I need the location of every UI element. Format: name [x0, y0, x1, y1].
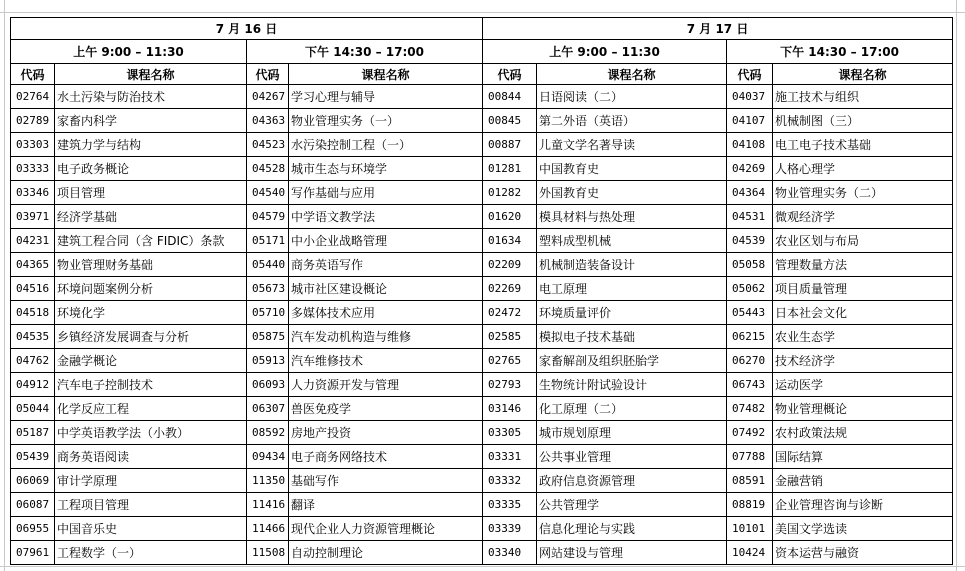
- course-name: 政府信息资源管理: [537, 469, 727, 493]
- course-name: 乡镇经济发展调查与分析: [55, 325, 247, 349]
- page-guide-bottom: [0, 566, 965, 567]
- course-code: 08591: [727, 469, 773, 493]
- course-code: 05171: [247, 229, 289, 253]
- course-name: 物业管理财务基础: [55, 253, 247, 277]
- table-row: [11, 397, 953, 421]
- course-code: 06743: [727, 373, 773, 397]
- course-code: 04535: [11, 325, 55, 349]
- course-code: 03332: [483, 469, 537, 493]
- course-code: 06307: [247, 397, 289, 421]
- course-code: 08592: [247, 421, 289, 445]
- course-code: 11416: [247, 493, 289, 517]
- course-name: 家畜解剖及组织胚胎学: [537, 349, 727, 373]
- course-code: 05673: [247, 277, 289, 301]
- course-name: 中国音乐史: [55, 517, 247, 541]
- table-row: [11, 469, 953, 493]
- course-name: 企业管理咨询与诊断: [773, 493, 953, 517]
- course-name: 公共管理学: [537, 493, 727, 517]
- course-code: 02765: [483, 349, 537, 373]
- course-name: 机械制图（三）: [773, 109, 953, 133]
- course-code: 03339: [483, 517, 537, 541]
- course-code: 04540: [247, 181, 289, 205]
- course-code: 04108: [727, 133, 773, 157]
- course-code: 11508: [247, 541, 289, 565]
- course-code: 02764: [11, 85, 55, 109]
- course-code: 01620: [483, 205, 537, 229]
- table-row: [11, 373, 953, 397]
- course-name: 农业生态学: [773, 325, 953, 349]
- course-name: 多媒体技术应用: [289, 301, 483, 325]
- course-code: 07788: [727, 445, 773, 469]
- table-row: [11, 325, 953, 349]
- course-code: 02209: [483, 253, 537, 277]
- course-name: 施工技术与组织: [773, 85, 953, 109]
- course-name: 工程项目管理: [55, 493, 247, 517]
- course-code: 04364: [727, 181, 773, 205]
- table-row: [11, 133, 953, 157]
- course-code: 11350: [247, 469, 289, 493]
- date-header-day2: 7 月 17 日: [483, 18, 953, 40]
- course-name: 经济学基础: [55, 205, 247, 229]
- course-name: 建筑工程合同（含 FIDIC）条款: [55, 229, 247, 253]
- course-code: 00844: [483, 85, 537, 109]
- course-code: 05439: [11, 445, 55, 469]
- course-name: 技术经济学: [773, 349, 953, 373]
- course-name: 资本运营与融资: [773, 541, 953, 565]
- course-name: 金融学概论: [55, 349, 247, 373]
- session-header-day2-morning: 上午 9:00 – 11:30: [483, 40, 727, 64]
- course-name: 电工电子技术基础: [773, 133, 953, 157]
- page-guide-right: [956, 0, 957, 571]
- course-code: 01282: [483, 181, 537, 205]
- table-row: [11, 421, 953, 445]
- course-name: 第二外语（英语）: [537, 109, 727, 133]
- course-code: 00887: [483, 133, 537, 157]
- course-name: 环境问题案例分析: [55, 277, 247, 301]
- course-name: 机械制造装备设计: [537, 253, 727, 277]
- course-name: 模拟电子技术基础: [537, 325, 727, 349]
- course-name: 建筑力学与结构: [55, 133, 247, 157]
- course-name: 环境质量评价: [537, 301, 727, 325]
- course-code: 05044: [11, 397, 55, 421]
- course-code: 08819: [727, 493, 773, 517]
- course-code: 04579: [247, 205, 289, 229]
- course-name: 微观经济学: [773, 205, 953, 229]
- course-name: 生物统计附试验设计: [537, 373, 727, 397]
- course-name: 商务英语写作: [289, 253, 483, 277]
- course-name: 基础写作: [289, 469, 483, 493]
- course-code: 04516: [11, 277, 55, 301]
- course-name: 外国教育史: [537, 181, 727, 205]
- table-row: [11, 85, 953, 109]
- course-name: 国际结算: [773, 445, 953, 469]
- session-header-day1-morning: 上午 9:00 – 11:30: [11, 40, 247, 64]
- page-guide-top: [0, 12, 965, 13]
- table-row: [11, 205, 953, 229]
- course-code: 06955: [11, 517, 55, 541]
- course-code: 05443: [727, 301, 773, 325]
- course-code: 03340: [483, 541, 537, 565]
- table-row: [11, 301, 953, 325]
- course-code: 03971: [11, 205, 55, 229]
- course-name: 学习心理与辅导: [289, 85, 483, 109]
- course-code: 04231: [11, 229, 55, 253]
- course-code: 06093: [247, 373, 289, 397]
- course-code: 04107: [727, 109, 773, 133]
- course-name: 自动控制理论: [289, 541, 483, 565]
- table-row: [11, 349, 953, 373]
- course-name-column-header: 课程名称: [537, 64, 727, 85]
- course-code: 02472: [483, 301, 537, 325]
- page-guide-left: [4, 0, 5, 571]
- course-code: 04363: [247, 109, 289, 133]
- course-name: 水土污染与防治技术: [55, 85, 247, 109]
- course-name: 日本社会文化: [773, 301, 953, 325]
- table-row: [11, 181, 953, 205]
- course-name-column-header: 课程名称: [773, 64, 953, 85]
- code-column-header: 代码: [11, 64, 55, 85]
- exam-schedule-table: [10, 17, 953, 565]
- course-code: 03331: [483, 445, 537, 469]
- course-code: 04523: [247, 133, 289, 157]
- course-code: 05058: [727, 253, 773, 277]
- course-name: 金融营销: [773, 469, 953, 493]
- course-code: 05710: [247, 301, 289, 325]
- course-code: 03333: [11, 157, 55, 181]
- course-code: 10101: [727, 517, 773, 541]
- course-code: 05440: [247, 253, 289, 277]
- course-name: 物业管理实务（一）: [289, 109, 483, 133]
- course-name: 人格心理学: [773, 157, 953, 181]
- course-name: 中学英语教学法（小教）: [55, 421, 247, 445]
- course-name: 汽车维修技术: [289, 349, 483, 373]
- course-name: 儿童文学名著导读: [537, 133, 727, 157]
- course-name: 电子政务概论: [55, 157, 247, 181]
- course-code: 02793: [483, 373, 537, 397]
- table-row: [11, 277, 953, 301]
- course-code: 06270: [727, 349, 773, 373]
- schedule-body: [11, 85, 953, 565]
- course-code: 03303: [11, 133, 55, 157]
- table-row: [11, 493, 953, 517]
- course-code: 04531: [727, 205, 773, 229]
- course-code: 04762: [11, 349, 55, 373]
- course-code: 00845: [483, 109, 537, 133]
- course-name: 工程数学（一）: [55, 541, 247, 565]
- course-name: 物业管理实务（二）: [773, 181, 953, 205]
- course-name: 环境化学: [55, 301, 247, 325]
- course-code: 09434: [247, 445, 289, 469]
- course-code: 01281: [483, 157, 537, 181]
- code-column-header: 代码: [483, 64, 537, 85]
- table-row: [11, 229, 953, 253]
- course-name: 房地产投资: [289, 421, 483, 445]
- course-code: 04539: [727, 229, 773, 253]
- course-name: 化工原理（二）: [537, 397, 727, 421]
- table-row: [11, 517, 953, 541]
- course-name: 汽车发动机构造与维修: [289, 325, 483, 349]
- course-code: 03305: [483, 421, 537, 445]
- code-column-header: 代码: [727, 64, 773, 85]
- course-name: 模具材料与热处理: [537, 205, 727, 229]
- course-code: 03146: [483, 397, 537, 421]
- course-code: 04912: [11, 373, 55, 397]
- course-name: 水污染控制工程（一）: [289, 133, 483, 157]
- course-name: 管理数量方法: [773, 253, 953, 277]
- course-name: 日语阅读（二）: [537, 85, 727, 109]
- course-name-column-header: 课程名称: [55, 64, 247, 85]
- course-name: 写作基础与应用: [289, 181, 483, 205]
- course-name: 兽医免疫学: [289, 397, 483, 421]
- table-row: [11, 157, 953, 181]
- course-code: 04267: [247, 85, 289, 109]
- course-name: 信息化理论与实践: [537, 517, 727, 541]
- course-name: 美国文学选读: [773, 517, 953, 541]
- course-name-column-header: 课程名称: [289, 64, 483, 85]
- course-code: 07492: [727, 421, 773, 445]
- table-row: [11, 541, 953, 565]
- course-name: 项目管理: [55, 181, 247, 205]
- date-header-day1: 7 月 16 日: [11, 18, 483, 40]
- table-row: [11, 109, 953, 133]
- code-column-header: 代码: [247, 64, 289, 85]
- course-name: 城市规划原理: [537, 421, 727, 445]
- course-name: 物业管理概论: [773, 397, 953, 421]
- course-name: 人力资源开发与管理: [289, 373, 483, 397]
- course-code: 05913: [247, 349, 289, 373]
- course-code: 05875: [247, 325, 289, 349]
- course-name: 现代企业人力资源管理概论: [289, 517, 483, 541]
- table-row: [11, 445, 953, 469]
- course-code: 06087: [11, 493, 55, 517]
- course-name: 电工原理: [537, 277, 727, 301]
- course-code: 04037: [727, 85, 773, 109]
- course-code: 05062: [727, 277, 773, 301]
- course-code: 02585: [483, 325, 537, 349]
- course-code: 02789: [11, 109, 55, 133]
- course-code: 06069: [11, 469, 55, 493]
- course-code: 05187: [11, 421, 55, 445]
- course-name: 公共事业管理: [537, 445, 727, 469]
- course-name: 中小企业战略管理: [289, 229, 483, 253]
- course-name: 家畜内科学: [55, 109, 247, 133]
- course-code: 04365: [11, 253, 55, 277]
- session-header-day2-afternoon: 下午 14:30 – 17:00: [727, 40, 953, 64]
- table-row: [11, 253, 953, 277]
- course-name: 翻译: [289, 493, 483, 517]
- course-code: 02269: [483, 277, 537, 301]
- course-name: 运动医学: [773, 373, 953, 397]
- course-code: 07961: [11, 541, 55, 565]
- course-code: 10424: [727, 541, 773, 565]
- course-code: 11466: [247, 517, 289, 541]
- course-code: 07482: [727, 397, 773, 421]
- course-name: 审计学原理: [55, 469, 247, 493]
- course-name: 项目质量管理: [773, 277, 953, 301]
- course-name: 城市社区建设概论: [289, 277, 483, 301]
- course-code: 03346: [11, 181, 55, 205]
- course-name: 网站建设与管理: [537, 541, 727, 565]
- course-code: 04269: [727, 157, 773, 181]
- course-name: 中国教育史: [537, 157, 727, 181]
- course-name: 中学语文教学法: [289, 205, 483, 229]
- course-code: 06215: [727, 325, 773, 349]
- course-code: 03335: [483, 493, 537, 517]
- course-code: 04528: [247, 157, 289, 181]
- course-name: 城市生态与环境学: [289, 157, 483, 181]
- course-name: 商务英语阅读: [55, 445, 247, 469]
- course-code: 01634: [483, 229, 537, 253]
- course-name: 塑料成型机械: [537, 229, 727, 253]
- course-code: 04518: [11, 301, 55, 325]
- course-name: 汽车电子控制技术: [55, 373, 247, 397]
- course-name: 农村政策法规: [773, 421, 953, 445]
- course-name: 化学反应工程: [55, 397, 247, 421]
- course-name: 农业区划与布局: [773, 229, 953, 253]
- course-name: 电子商务网络技术: [289, 445, 483, 469]
- session-header-day1-afternoon: 下午 14:30 – 17:00: [247, 40, 483, 64]
